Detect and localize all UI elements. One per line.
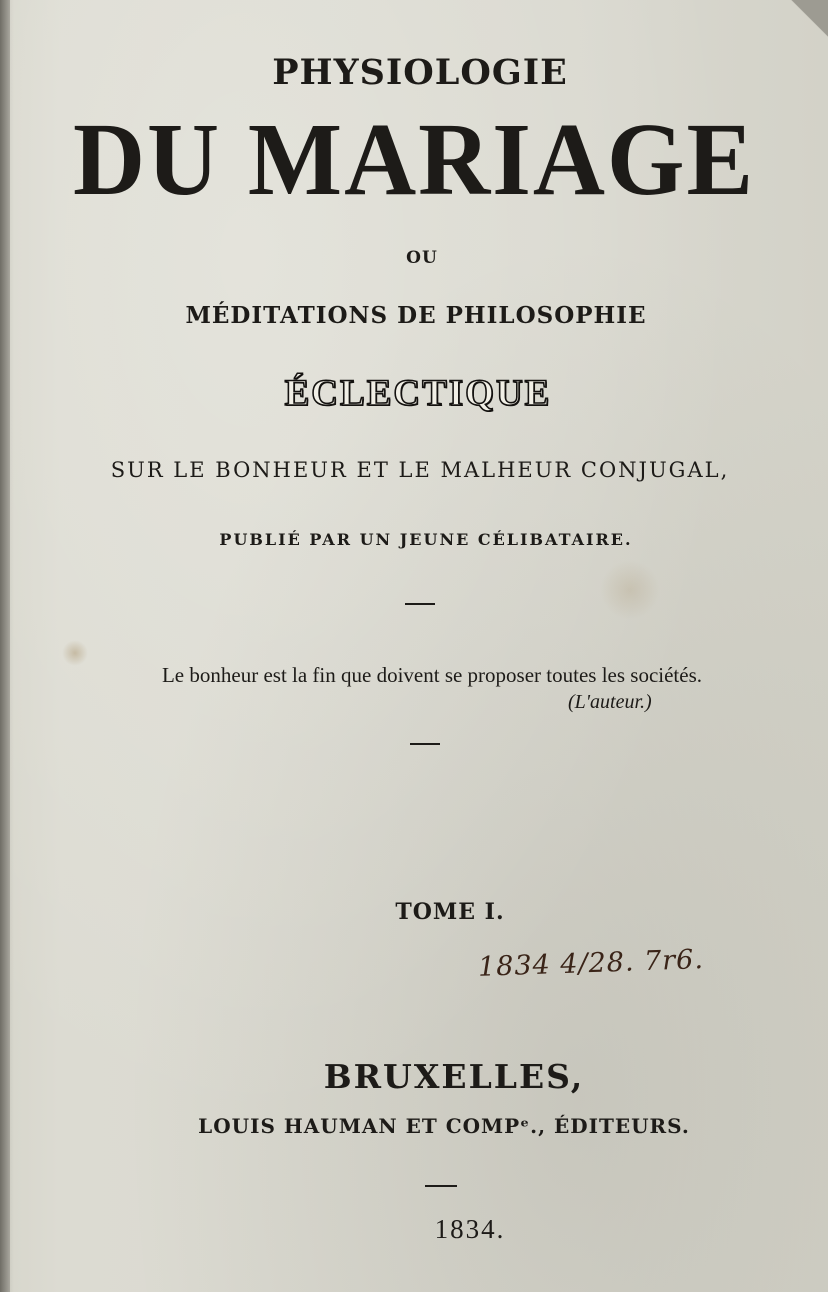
subtitle-line-2: ÉCLECTIQUE: [284, 373, 552, 414]
imprint-publisher: LOUIS HAUMAN ET COMPᵉ., ÉDITEURS.: [198, 1114, 690, 1138]
title-top: PHYSIOLOGIE: [272, 52, 568, 93]
byline: PUBLIÉ PAR UN JEUNE CÉLIBATAIRE.: [219, 530, 633, 549]
title-main: DU MARIAGE: [72, 102, 755, 217]
foxing-stain: [600, 560, 660, 620]
handwritten-shelfmark: 1834 4/28. 7r6.: [477, 944, 705, 983]
volume-label: TOME I.: [395, 899, 505, 925]
epigraph-attribution: (L'auteur.): [568, 691, 652, 713]
epigraph: Le bonheur est la fin que doivent se proposer toutes les sociétés.: [161, 663, 703, 687]
imprint-place: BRUXELLES,: [323, 1057, 585, 1096]
subtitle-line-3: SUR LE BONHEUR ET LE MALHEUR CONJUGAL,: [110, 458, 730, 482]
divider-rule: [405, 603, 435, 605]
imprint-year: 1834.: [434, 1214, 506, 1244]
page-left-edge: [0, 0, 10, 1292]
title-conjunction: OU: [406, 248, 438, 268]
page-corner: [768, 0, 828, 60]
subtitle-line-1: MÉDITATIONS DE PHILOSOPHIE: [185, 302, 647, 329]
divider-rule: [410, 743, 440, 745]
divider-rule: [425, 1185, 457, 1187]
